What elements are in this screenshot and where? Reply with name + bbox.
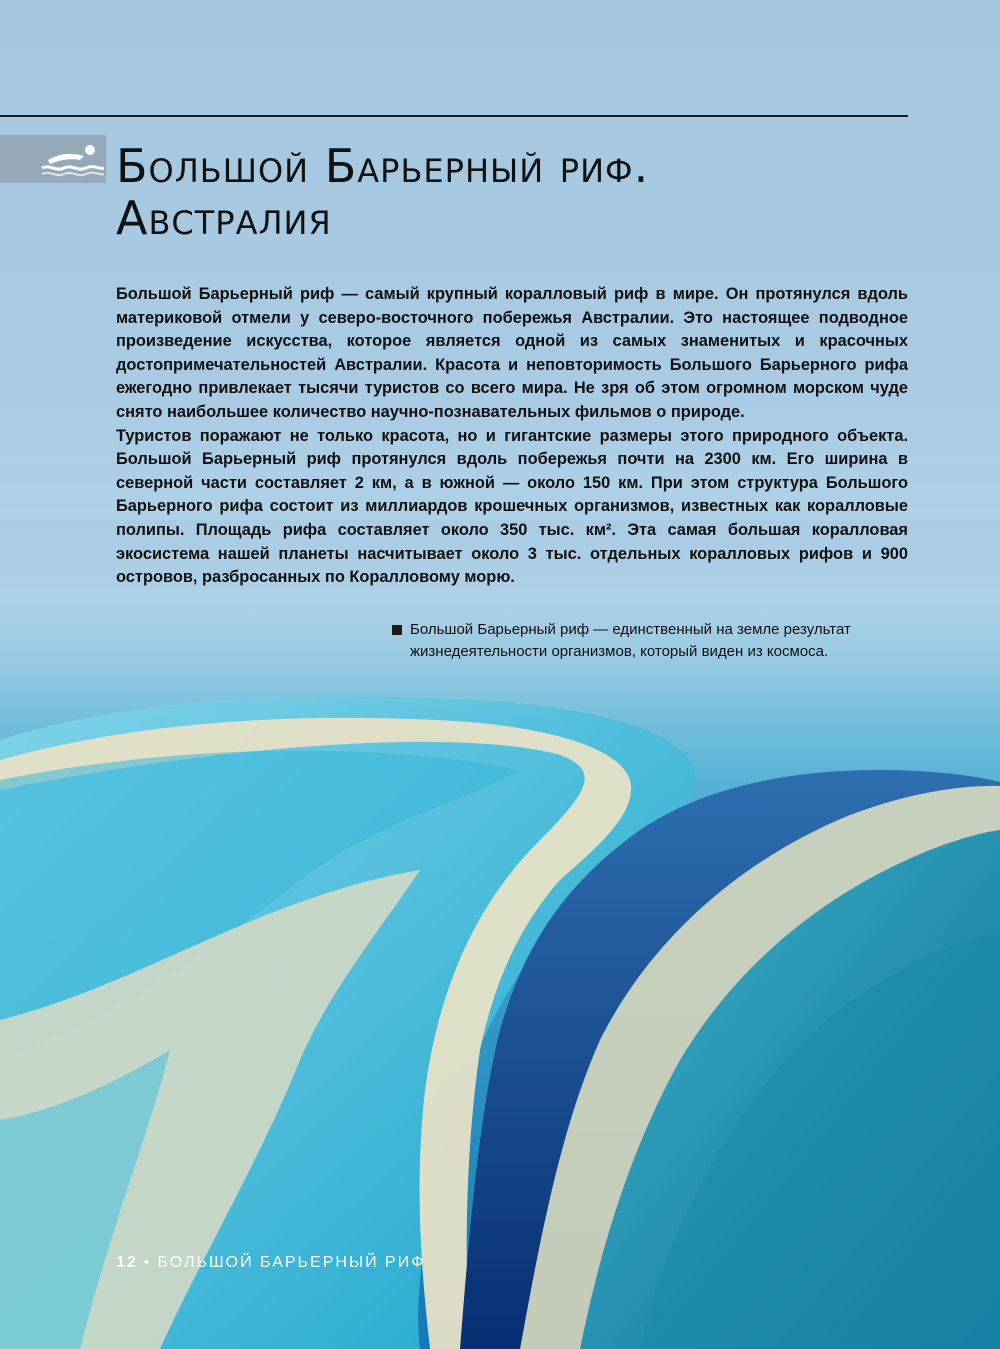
square-bullet-icon: [392, 625, 402, 635]
title-line-2: Австралия: [116, 191, 332, 245]
swimmer-icon: [40, 138, 104, 178]
page-footer: [116, 1254, 425, 1272]
paragraph: Большой Барьерный риф — самый крупный коралловый риф в мире. Он протянулся вдоль материковой отмели у северо-восточного побережья Австралии. Это настоящее подводное произведение искусства, которое является одной из самых знаменитых и красочных достопримечательностей Австралии. Красота и неповторимость Большого Барьерного рифа ежегодно привлекает тысячи туристов со всего мира. Не зря об этом огромном морском чуде снято наибольшее количество научно-познавательных фильмов о природе.: [116, 285, 908, 421]
running-title: БОЛЬШОЙ БАРЬЕРНЫЙ РИФ: [157, 1254, 426, 1271]
photo-caption: [392, 619, 902, 663]
caption-text: Большой Барьерный риф — единственный на земле результат жизнедеятельности организмов, который виден из космоса.: [410, 621, 851, 660]
paragraph: Туристов поражают не только красота, но и гигантские размеры этого природного объекта. Большой Барьерный риф протянулся вдоль побережья почти на 2300 км. Его ширина в северной части составляет 2 км, а в южной — около 150 км. При этом структура Большого Барьерного рифа состоит из миллиардов крошечных организмов, известных как коралловые полипы. Площадь рифа составляет около 350 тыс. км². Эта самая большая коралловая экосистема нашей планеты насчитывает около 3 тыс. отдельных коралловых рифов и 900 островов, разбросанных по Коралловому морю.: [116, 426, 908, 587]
page-title: [116, 140, 649, 244]
title-line-1: Большой Барьерный риф.: [116, 139, 650, 193]
footer-separator: •: [143, 1254, 152, 1271]
page-number: 12: [116, 1254, 138, 1271]
article-body: [116, 283, 908, 590]
header-rule: [0, 115, 908, 117]
